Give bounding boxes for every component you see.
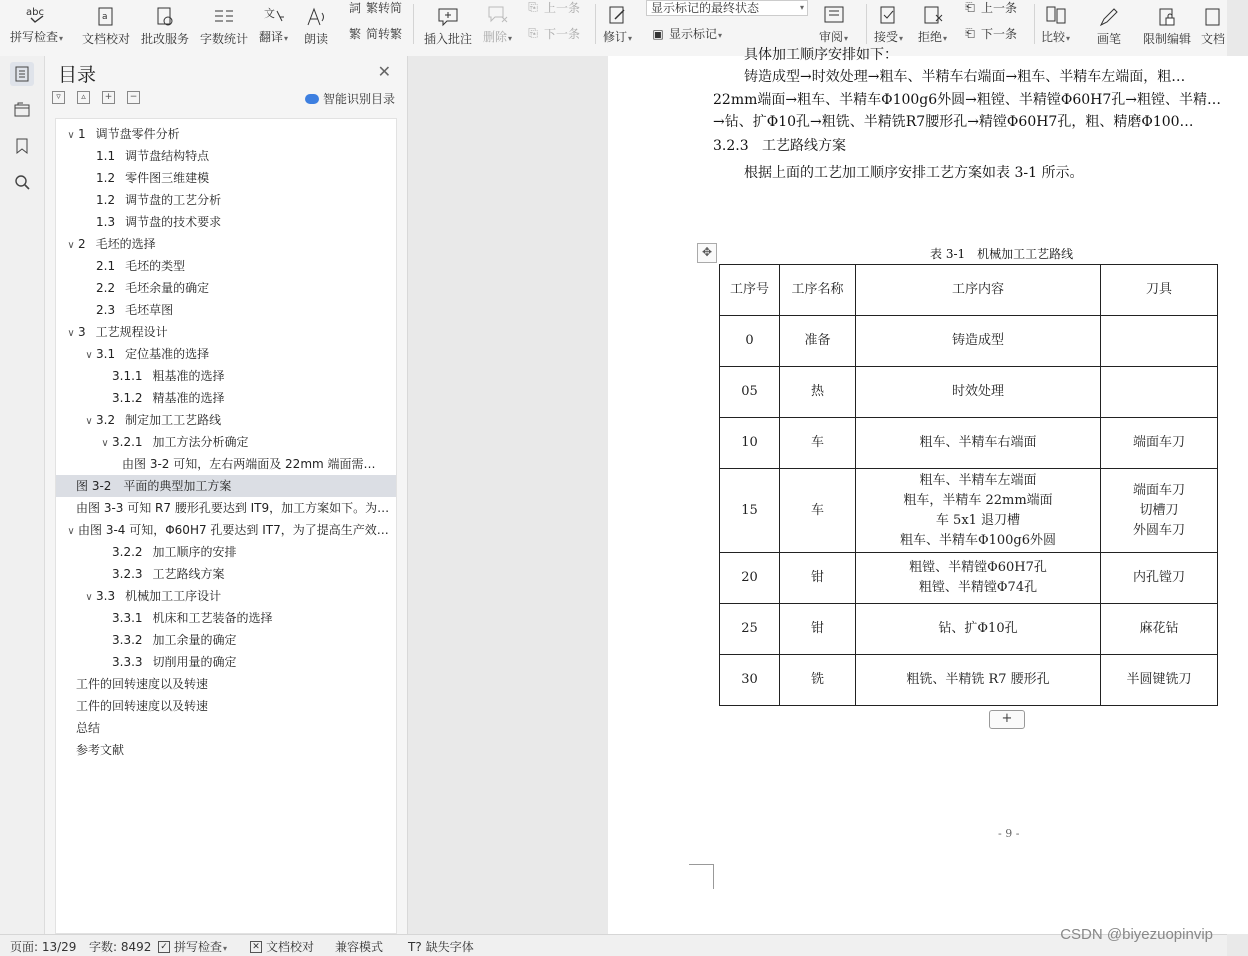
- chapter-nav-icon[interactable]: [10, 98, 34, 122]
- tool-cell[interactable]: [1101, 604, 1218, 655]
- toc-item-label: 机床和工艺装备的选择: [152, 611, 273, 625]
- doc-icon: [1202, 7, 1224, 27]
- checkbox-icon: ✓: [158, 941, 170, 953]
- toc-item-number: 3.2.3: [112, 567, 143, 581]
- word-count-button[interactable]: 字数统计: [200, 0, 248, 46]
- tool-cell[interactable]: [1101, 316, 1218, 367]
- trad-to-simp-button[interactable]: 詞 繁转简: [348, 1, 403, 15]
- toc-item-number: 3.2: [96, 413, 116, 427]
- step-number-cell[interactable]: 05: [720, 367, 780, 418]
- toc-item-label: 机械加工工序设计: [125, 589, 222, 603]
- cell-line: 半圆键铣刀: [1126, 672, 1192, 687]
- doc-line: 22mm端面→粗车、半精车Φ100g6外圆→粗镗、半精镗Φ60H7孔→粗镗、半精…: [713, 92, 1222, 108]
- toc-item[interactable]: [56, 453, 396, 475]
- toc-item-number: 3.1.2: [112, 391, 143, 405]
- step-content-cell[interactable]: [856, 367, 1101, 418]
- toc-item[interactable]: [56, 673, 396, 695]
- cell-line: 内孔镗刀: [1132, 570, 1185, 585]
- show-markup-icon: ▣: [652, 26, 664, 41]
- cell-line: 粗车，半精车 22mm端面: [903, 492, 1053, 508]
- spell-check-button[interactable]: abc 拼写检查 ▾: [10, 0, 63, 46]
- cell-line: 粗车、半精车Φ100g6外圆: [899, 532, 1057, 548]
- cell-line: 麻花钻: [1139, 621, 1179, 636]
- add-row-button[interactable]: +: [989, 710, 1025, 729]
- toc-item[interactable]: [56, 717, 396, 739]
- nav-title: 目录: [58, 64, 97, 86]
- tool-cell[interactable]: [1101, 469, 1218, 553]
- nav-toolbar: [52, 91, 140, 104]
- step-name-cell[interactable]: 车: [780, 469, 856, 553]
- doc-proof-icon: [95, 7, 117, 27]
- svg-text:a: a: [102, 12, 108, 22]
- table-header: 工序名称: [780, 265, 856, 316]
- step-content-cell[interactable]: [856, 655, 1101, 706]
- translate-icon: [263, 5, 285, 25]
- step-name-cell[interactable]: 热: [780, 367, 856, 418]
- lock-icon: [1156, 7, 1178, 27]
- toc-icon[interactable]: [10, 62, 34, 86]
- ribbon-toolbar: [0, 0, 1227, 57]
- cell-line: 时效处理: [951, 384, 1004, 399]
- toc-item-number: 1: [78, 127, 86, 141]
- process-table: [719, 264, 1218, 706]
- revise-button[interactable]: 修订 ▾: [603, 0, 632, 46]
- tool-cell[interactable]: [1101, 655, 1218, 706]
- chevron-down-icon[interactable]: ∨: [85, 592, 93, 603]
- prev-change-button[interactable]: ⎗ 上一条: [963, 0, 1017, 16]
- toc-item-label: 毛坯的选择: [95, 237, 156, 251]
- step-name-cell[interactable]: 准备: [780, 316, 856, 367]
- toc-item[interactable]: [56, 365, 396, 387]
- batch-service-icon: [154, 7, 176, 27]
- revise-icon: [607, 5, 629, 25]
- toc-item[interactable]: [56, 321, 396, 343]
- table-row: [720, 469, 1218, 553]
- toc-item-label: 精基准的选择: [152, 391, 225, 405]
- doc-proof-status[interactable]: ✕ 文档校对: [250, 938, 314, 955]
- ribbon-separator: [595, 4, 596, 44]
- doc-paragraph: 根据上面的工艺加工顺序安排工艺方案如表 3-1 所示。: [744, 165, 1084, 181]
- missing-font-icon: T?: [408, 939, 422, 954]
- cell-line: 粗车、半精车左端面: [919, 472, 1037, 488]
- toc-item-number: 2.1: [96, 259, 116, 273]
- page-corner-mark: [689, 864, 714, 889]
- toc-item-number: 1.2: [96, 171, 116, 185]
- status-bar: [0, 934, 1227, 956]
- step-content-cell[interactable]: [856, 604, 1101, 655]
- batch-service-button[interactable]: 批改服务: [141, 0, 189, 46]
- cell-line: 钻、扩Φ10孔: [938, 621, 1018, 636]
- toc-item[interactable]: [56, 123, 396, 145]
- side-icon-rail: [0, 56, 45, 934]
- toc-item-number: 3.3.2: [112, 633, 143, 647]
- toc-item-number: 3.3.1: [112, 611, 143, 625]
- toc-item[interactable]: [56, 409, 396, 431]
- show-markup-button[interactable]: ▣ 显示标记 ▾: [651, 25, 722, 42]
- reject-icon: [922, 5, 944, 25]
- step-number-cell[interactable]: 20: [720, 553, 780, 604]
- collapse-all-icon[interactable]: ▿: [52, 91, 65, 104]
- step-name-cell[interactable]: 铣: [780, 655, 856, 706]
- restrict-edit-button[interactable]: 限制编辑: [1143, 0, 1191, 46]
- insert-comment-button[interactable]: 插入批注: [424, 0, 472, 46]
- toc-item-label: 毛坯余量的确定: [125, 281, 210, 295]
- toc-item-label: 总结: [76, 721, 101, 735]
- smart-toc-icon: [305, 94, 319, 104]
- ribbon-separator: [413, 4, 414, 44]
- cell-line: 粗镗、半精镗Φ60H7孔: [909, 560, 1047, 575]
- toc-item-number: 2.3: [96, 303, 116, 317]
- table-row: [720, 418, 1218, 469]
- table-row: [720, 367, 1218, 418]
- comment-icon: [437, 7, 459, 27]
- compat-mode-status[interactable]: 兼容模式: [335, 940, 384, 954]
- word-count-indicator[interactable]: 字数: 8492: [89, 940, 152, 954]
- toc-item[interactable]: [56, 519, 396, 541]
- toc-item-number: 3.1.1: [112, 369, 143, 383]
- table-row: [720, 553, 1218, 604]
- toc-item-number: 3.2.2: [112, 545, 143, 559]
- toc-item-number: 3.3.3: [112, 655, 143, 669]
- chevron-down-icon: ▾: [799, 3, 804, 12]
- toc-item[interactable]: [56, 541, 396, 563]
- toc-item-label: 工件的回转速度以及转速: [76, 699, 209, 713]
- doc-permission-button[interactable]: 文档: [1201, 0, 1225, 46]
- step-number-cell[interactable]: 10: [720, 418, 780, 469]
- read-aloud-button[interactable]: 朗读: [304, 0, 328, 46]
- step-content-cell[interactable]: [856, 553, 1101, 604]
- toc-item-number: 2: [78, 237, 86, 251]
- toc-item[interactable]: [56, 629, 396, 651]
- toc-item-label: 工艺规程设计: [95, 325, 168, 339]
- toc-item[interactable]: [56, 189, 396, 211]
- cell-line: 粗铣、半精铣 R7 腰形孔: [906, 672, 1050, 687]
- section-heading: 3.2.3 工艺路线方案: [713, 138, 846, 154]
- document-area: [408, 47, 1227, 934]
- pen-icon: [1098, 7, 1120, 27]
- toc-item[interactable]: [56, 343, 396, 365]
- step-number-cell[interactable]: 15: [720, 469, 780, 553]
- step-name-cell[interactable]: 钳: [780, 604, 856, 655]
- step-name-cell[interactable]: 车: [780, 418, 856, 469]
- ribbon-separator: [866, 4, 867, 44]
- delete-comment-icon: [487, 5, 509, 25]
- toc-item[interactable]: [56, 475, 396, 497]
- missing-font-status[interactable]: T? 缺失字体: [408, 939, 474, 954]
- table-row: [720, 316, 1218, 367]
- chevron-down-icon[interactable]: ∨: [101, 438, 109, 449]
- toc-item-number: 2.2: [96, 281, 116, 295]
- toc-item-label: 调节盘的工艺分析: [125, 193, 222, 207]
- prev-comment-button[interactable]: ⎘ 上一条: [526, 0, 580, 16]
- chevron-down-icon[interactable]: ∨: [67, 328, 75, 339]
- table-move-handle-icon[interactable]: ✥: [697, 243, 717, 263]
- toc-item[interactable]: [56, 211, 396, 233]
- doc-line: →钻、扩Φ10孔→粗铣、半精铣R7腰形孔→精镗Φ60H7孔，粗、精磨Φ100…: [713, 114, 1194, 130]
- page-number: - 9 -: [998, 827, 1020, 840]
- page-indicator[interactable]: 页面: 13/29: [10, 940, 77, 954]
- reject-button[interactable]: 拒绝 ▾: [918, 0, 947, 46]
- toc-item-label: 加工余量的确定: [152, 633, 237, 647]
- chevron-down-icon[interactable]: ∨: [67, 240, 75, 251]
- toc-item-label: 切削用量的确定: [152, 655, 237, 669]
- toc-item[interactable]: [56, 497, 396, 519]
- expand-icon[interactable]: ▵: [77, 91, 90, 104]
- step-content-cell[interactable]: [856, 469, 1101, 553]
- close-icon[interactable]: ✕: [377, 62, 391, 81]
- toc-item-number: 3: [78, 325, 86, 339]
- toc-item[interactable]: [56, 563, 396, 585]
- toc-item-label: 调节盘结构特点: [125, 149, 210, 163]
- svg-text:abc: abc: [25, 7, 44, 18]
- cell-line: 粗车、半精车右端面: [919, 435, 1037, 450]
- toc-item[interactable]: [56, 695, 396, 717]
- review-button[interactable]: 审阅 ▾: [819, 0, 848, 46]
- search-icon[interactable]: [10, 170, 34, 194]
- compare-button[interactable]: 比较 ▾: [1041, 0, 1070, 46]
- toc-item[interactable]: [56, 739, 396, 761]
- toc-item-label: 零件图三维建模: [125, 171, 210, 185]
- cell-line: 外圆车刀: [1132, 522, 1185, 538]
- spell-check-icon: [26, 5, 48, 25]
- cell-line: 切槽刀: [1139, 502, 1179, 518]
- table-row: [720, 655, 1218, 706]
- simp-trad-icon: 繁: [348, 27, 361, 41]
- toc-item-label: 加工方法分析确定: [152, 435, 249, 449]
- chevron-down-icon[interactable]: ∨: [67, 130, 75, 141]
- table-row: [720, 604, 1218, 655]
- toc-item-label: 工件的回转速度以及转速: [76, 677, 209, 691]
- step-content-cell[interactable]: [856, 418, 1101, 469]
- read-aloud-icon: [305, 7, 327, 27]
- ribbon-separator: [1034, 4, 1035, 44]
- next-icon: ⎘: [528, 26, 538, 40]
- toc-item-label: 工艺路线方案: [152, 567, 225, 581]
- prev-icon: ⎘: [528, 0, 538, 14]
- step-name-cell[interactable]: 钳: [780, 553, 856, 604]
- toc-item[interactable]: [56, 651, 396, 673]
- ink-button[interactable]: 画笔: [1097, 0, 1121, 46]
- toc-item-label: 由图 3-2 可知，左右两端面及 22mm 端面需…: [122, 457, 376, 471]
- toc-item-label: 调节盘的技术要求: [125, 215, 222, 229]
- table-caption: 表 3-1 机械加工工艺路线: [930, 247, 1074, 261]
- doc-line: 具体加工顺序安排如下：: [744, 47, 898, 63]
- table-header: 工序内容: [856, 265, 1101, 316]
- spell-check-status[interactable]: ✓ 拼写检查 ▾: [158, 938, 227, 955]
- toc-item-label: 由图 3-3 可知 R7 腰形孔要达到 IT9，加工方案如下。为…: [76, 501, 390, 515]
- toc-item[interactable]: [56, 255, 396, 277]
- toc-item-number: 1.1: [96, 149, 116, 163]
- toc-item-number: 1.2: [96, 193, 116, 207]
- navigation-pane: [45, 56, 408, 934]
- toc-list: [55, 118, 397, 934]
- toc-item-label: 调节盘零件分析: [95, 127, 180, 141]
- translate-button[interactable]: 文 翻译 ▾: [259, 0, 288, 46]
- tool-cell[interactable]: [1101, 553, 1218, 604]
- toc-item[interactable]: [56, 387, 396, 409]
- chevron-down-icon[interactable]: ∨: [85, 416, 93, 427]
- markup-state-select[interactable]: 显示标记的最终状态 ▾: [646, 0, 808, 16]
- next-change-icon: ⎗: [965, 26, 975, 40]
- chevron-down-icon[interactable]: ∨: [85, 350, 93, 361]
- toc-item-label: 毛坯的类型: [125, 259, 186, 273]
- word-count-icon: [213, 7, 235, 27]
- cell-line: 端面车刀: [1132, 482, 1185, 498]
- accept-button[interactable]: 接受 ▾: [874, 0, 903, 46]
- toc-item-label: 图 3-2 平面的典型加工方案: [76, 479, 232, 493]
- smart-toc-button[interactable]: 智能识别目录: [305, 90, 395, 107]
- toc-item[interactable]: [56, 585, 396, 607]
- toc-item-label: 粗基准的选择: [152, 369, 225, 383]
- toc-item-label: 加工顺序的安排: [152, 545, 237, 559]
- toc-item-number: 3.1: [96, 347, 116, 361]
- toc-item-number: 3.2.1: [112, 435, 143, 449]
- toc-item[interactable]: [56, 431, 396, 453]
- tool-cell[interactable]: [1101, 418, 1218, 469]
- toc-item-label: 参考文献: [76, 743, 125, 757]
- toc-item-label: 毛坯草图: [125, 303, 174, 317]
- doc-line: 铸造成型→时效处理→粗车、半精车右端面→粗车、半精车左端面，粗…: [744, 69, 1186, 85]
- toc-item[interactable]: [56, 233, 396, 255]
- step-number-cell[interactable]: 0: [720, 316, 780, 367]
- toc-item[interactable]: [56, 145, 396, 167]
- bookmark-icon[interactable]: [10, 134, 34, 158]
- trad-simp-icon: 詞: [348, 1, 361, 15]
- table-header: 工序号: [720, 265, 780, 316]
- toc-item-label: 制定加工工艺路线: [125, 413, 222, 427]
- table-header: 刀具: [1101, 265, 1218, 316]
- table-header-row: [720, 265, 1218, 316]
- compare-icon: [1045, 5, 1067, 25]
- remove-icon[interactable]: −: [127, 91, 140, 104]
- next-change-button[interactable]: ⎗ 下一条: [963, 25, 1017, 42]
- toc-item[interactable]: [56, 277, 396, 299]
- toc-item[interactable]: [56, 607, 396, 629]
- toc-item-label: 由图 3-4 可知，Φ60H7 孔要达到 IT7，为了提高生产效…: [78, 523, 389, 537]
- watermark: CSDN @biyezuopinvip: [1060, 926, 1213, 943]
- simp-to-trad-button[interactable]: 繁 简转繁: [348, 27, 403, 41]
- doc-proof-button[interactable]: a 文档校对: [82, 0, 130, 46]
- svg-text:文: 文: [263, 7, 275, 20]
- next-comment-button[interactable]: ⎘ 下一条: [526, 25, 580, 42]
- proof-icon: ✕: [250, 941, 262, 953]
- delete-comment-button[interactable]: 删除 ▾: [483, 0, 512, 46]
- toc-item-number: 1.3: [96, 215, 116, 229]
- chevron-down-icon[interactable]: ∨: [67, 526, 75, 537]
- add-icon[interactable]: +: [102, 91, 115, 104]
- document-page: [608, 47, 1248, 934]
- cell-line: 粗镗、半精镗Φ74孔: [918, 580, 1038, 595]
- cell-line: 车 5x1 退刀槽: [935, 512, 1021, 528]
- cell-line: 端面车刀: [1132, 435, 1185, 450]
- prev-change-icon: ⎗: [965, 0, 975, 14]
- toc-item[interactable]: [56, 299, 396, 321]
- step-number-cell[interactable]: 25: [720, 604, 780, 655]
- toc-item-number: 3.3: [96, 589, 116, 603]
- tool-cell[interactable]: [1101, 367, 1218, 418]
- cell-line: 铸造成型: [951, 333, 1004, 348]
- step-number-cell[interactable]: 30: [720, 655, 780, 706]
- toc-item-label: 定位基准的选择: [125, 347, 210, 361]
- toc-item[interactable]: [56, 167, 396, 189]
- review-icon: [823, 5, 845, 25]
- step-content-cell[interactable]: [856, 316, 1101, 367]
- accept-icon: [878, 5, 900, 25]
